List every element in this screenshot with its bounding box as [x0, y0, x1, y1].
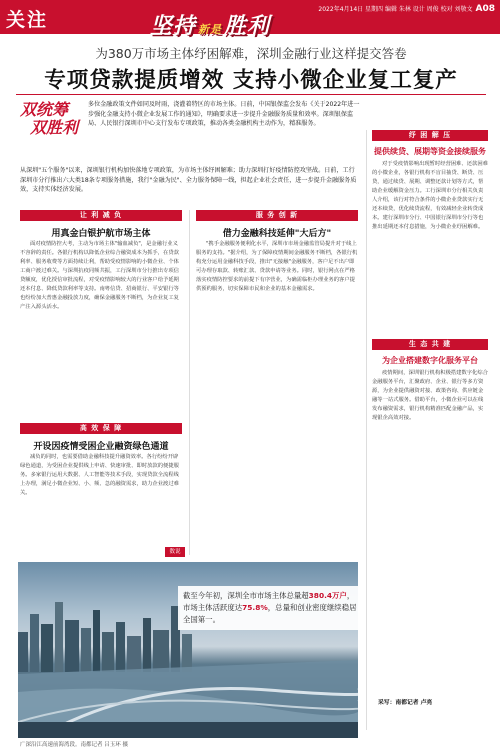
photo-credit: 广深沿江高速前海湾段。南都记者 吕玉环 摄	[20, 742, 128, 748]
section-title-3: 借力金融科技延伸"大后方"	[222, 229, 332, 239]
caption-number-1: 380.4万户	[308, 591, 347, 600]
photo-caption	[178, 586, 364, 630]
column-divider	[366, 130, 367, 730]
section-bar-2: 高 效 保 障	[20, 423, 182, 434]
banner-title-part2: 胜利	[224, 14, 271, 39]
section-bar-4: 纾 困 解 压	[372, 130, 488, 141]
dateline	[318, 4, 495, 14]
section-title-4: 提供续贷、展期等资金接续服务	[374, 147, 486, 156]
section-label: 关注	[6, 9, 49, 31]
page-number: A08	[475, 4, 495, 14]
lead-paragraph-2: 从深圳"五个服务"以来，深圳银行机构加快落地专项政策，为市场主体纾困解难；助力深圳打好疫情防控攻坚战。日前，工行深圳市分行推出六大类18条专项服务措施，我行"金融为民"、全力服务保障一线，担起企业社会责任，进一步提升金融服务质效，支持实体经济发展。	[20, 167, 357, 194]
section-body-3: "携手金融服务便利化水平，深圳市市场金融监管局提升对于线上服务的支持。"据介绍，为了保障疫情期间金融服务不断档，各银行机构充分运用金融科技手段，推出"无接触"金融服务，客户足不出户即可办理存取款、转账汇款、贷款申请等业务。同时，银行网点在严格落实疫情防控要求的前提下有序营业，为确需临柜办理业务的客户提供预约服务，切实保障市民和企业的基本金融需求。	[196, 241, 358, 292]
headline: 专项贷款提质增效 支持小微企业复工复产	[44, 68, 458, 93]
dateline-text: 2022年4月14日 星期四 编辑 朱林 设计 周俊 校对 刘敬文	[318, 6, 473, 13]
slogan-line2: 双胜利	[30, 118, 79, 137]
section-body-1: 面对疫情防控大考，主动为市场主体"输血减负"，是金融行业义不容辞的责任。各银行机构以降低企业综合融资成本为抓手，在贷款利率、服务收费等方面持续让利，帮助受疫情影响的小微企业、个体工商户渡过难关。与深圳抗疫同频共振，工行深圳市分行推出专项信贷额度，优化授信审批流程，对受疫情影响较大的行业客户给予延期还本付息、降低贷款利率等支持。南粤信贷、招商银行、平安银行等也纷纷加大普惠金融投放力度，确保金融服务不断档，为企业复工复产注入源头活水。	[20, 241, 179, 310]
caption-number-2: 75.8%	[242, 603, 268, 612]
section-bar-1: 让 利 减 负	[20, 210, 182, 221]
caption-text-1: 截至今年初，深圳全市市场主体总量超	[183, 591, 309, 600]
page-header-bar	[0, 0, 500, 39]
section-bar-5: 生 态 共 建	[372, 339, 488, 350]
photo-tag: 数说	[165, 547, 185, 557]
section-title-2: 开设因疫情受困企业融资绿色通道	[33, 442, 169, 452]
section-bar-3: 服 务 创 新	[196, 210, 358, 221]
section-body-2: 减负的同时，也需要借助金融科技提升融资效率。各行纷纷开辟绿色通道，为受困企业提供线上申请、快速审批、即时放款的便捷服务。多家银行运用大数据、人工智能等技术手段，实现贷款全流程线上办理，满足小微企业短、小、频、急的融资需求，助力企业渡过难关。	[20, 454, 179, 496]
slogan-line1: 双统筹	[20, 100, 69, 119]
section-title-1: 用真金白银护航市场主体	[51, 229, 151, 239]
subtitle: 为380万市场主体纾困解难，深圳金融行业这样提交答卷	[95, 46, 407, 61]
caption-text-2: ，市场主体活跃度达	[183, 591, 355, 612]
byline: 采写：南都记者 卢亮	[378, 700, 433, 706]
column-divider	[189, 210, 190, 555]
section-title-5: 为企业搭建数字化服务平台	[382, 356, 478, 365]
section-body-5: 疫情期间，深圳银行机构积极搭建数字化综合金融服务平台，汇聚政府、企业、银行等多方资源，为企业提供融资对接、政策咨询、供应链金融等一站式服务。借助平台，小微企业可以在线发布融资需求，银行机构精准匹配金融产品，实现银企高效对接。	[372, 370, 488, 421]
banner-title	[150, 9, 270, 40]
slogan	[20, 101, 78, 137]
lead-paragraph: 多位金融政策文件如同及时雨，浇灌着特区的市场主体。日前，中国银保监会发布《关于2022年进一步强化金融支持小微企业发展工作的通知》，明确要求进一步提升金融服务质量和效率。深圳银保监局、人民银行深圳市中心支行发布专项政策，推动各类金融机构主动作为，精准服务。	[88, 101, 360, 128]
divider	[16, 94, 486, 95]
banner-sub: 新是	[198, 23, 223, 36]
section-body-4: 对于受疫情影响出现暂时经营困难、还款困难的小微企业，各银行机构不盲目抽贷、断贷、压贷，通过续贷、展期、调整还款计划等方式，帮助企业缓解资金压力。工行深圳市分行相关负责人介绍，该行对符合条件的小微企业贷款实行无还本续贷，优化续贷流程，有效减轻企业转贷成本。建行深圳市分行、中国银行深圳市分行等也推出延期还本付息措施，为小微企业纾困解难。	[372, 161, 488, 230]
caption-text-3: ，总量和创业密度继续稳居全国第一。	[183, 603, 357, 624]
banner-title-part1: 坚持	[150, 14, 197, 39]
